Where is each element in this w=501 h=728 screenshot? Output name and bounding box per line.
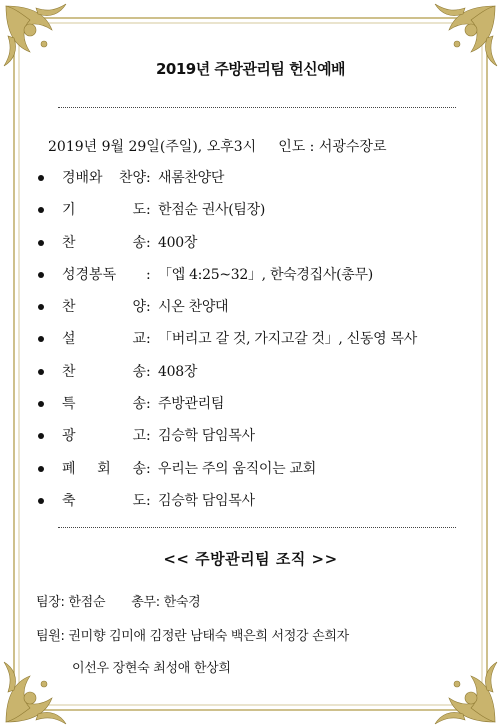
list-item: 성경봉독 : 「엡 4:25~32」, 한숙경집사(총무) [0, 264, 501, 296]
list-item: 광 고 : 김승학 담임목사 [0, 425, 501, 457]
org-section-title: << 주방관리팀 조직 >> [163, 550, 338, 568]
bullet-icon [38, 336, 44, 342]
bullet-icon [38, 175, 44, 181]
org-leader-line [36, 591, 200, 610]
service-leader: 인도 : 서광수장로 [278, 139, 387, 155]
bullet-icon [38, 466, 44, 472]
bullet-icon [38, 401, 44, 407]
list-item: 축 도 : 김승학 담임목사 [0, 490, 501, 522]
bullet-icon [38, 304, 44, 310]
team-members-line-2: 이선우 장현숙 최성애 한상희 [72, 661, 231, 676]
list-item: 경배와 찬양 : 새롬찬양단 [0, 167, 501, 199]
service-meta [48, 136, 386, 156]
list-item: 찬 송 : 400장 [0, 232, 501, 264]
divider-top [58, 107, 456, 108]
list-item: 설 교 : 「버리고 갈 것, 가지고갈 것」, 신동영 목사 [0, 328, 501, 360]
list-item: 찬 송 : 408장 [0, 361, 501, 393]
bullet-icon [38, 272, 44, 278]
bullet-icon [38, 240, 44, 246]
bullet-icon [38, 369, 44, 375]
team-members-line-1: 팀원: 권미향 김미애 김정란 남태숙 백은희 서정강 손희자 [36, 629, 349, 644]
bullet-icon [38, 433, 44, 439]
order-of-worship [0, 167, 501, 522]
bullet-icon [38, 498, 44, 504]
page-title: 2019년 주방관리팀 헌신예배 [155, 60, 346, 78]
bullet-icon [38, 207, 44, 213]
service-date: 2019년 9월 29일(주일), 오후3시 [48, 139, 257, 155]
team-leader: 팀장: 한점순 [36, 595, 106, 610]
list-item: 기 도 : 한점순 권사(팀장) [0, 199, 501, 231]
divider-bottom [58, 527, 456, 528]
list-item: 찬 양 : 시온 찬양대 [0, 296, 501, 328]
list-item: 폐 회 송 : 우리는 주의 움직이는 교회 [0, 458, 501, 490]
list-item: 특 송 : 주방관리팀 [0, 393, 501, 425]
team-secretary: 총무: 한숙경 [131, 595, 201, 610]
